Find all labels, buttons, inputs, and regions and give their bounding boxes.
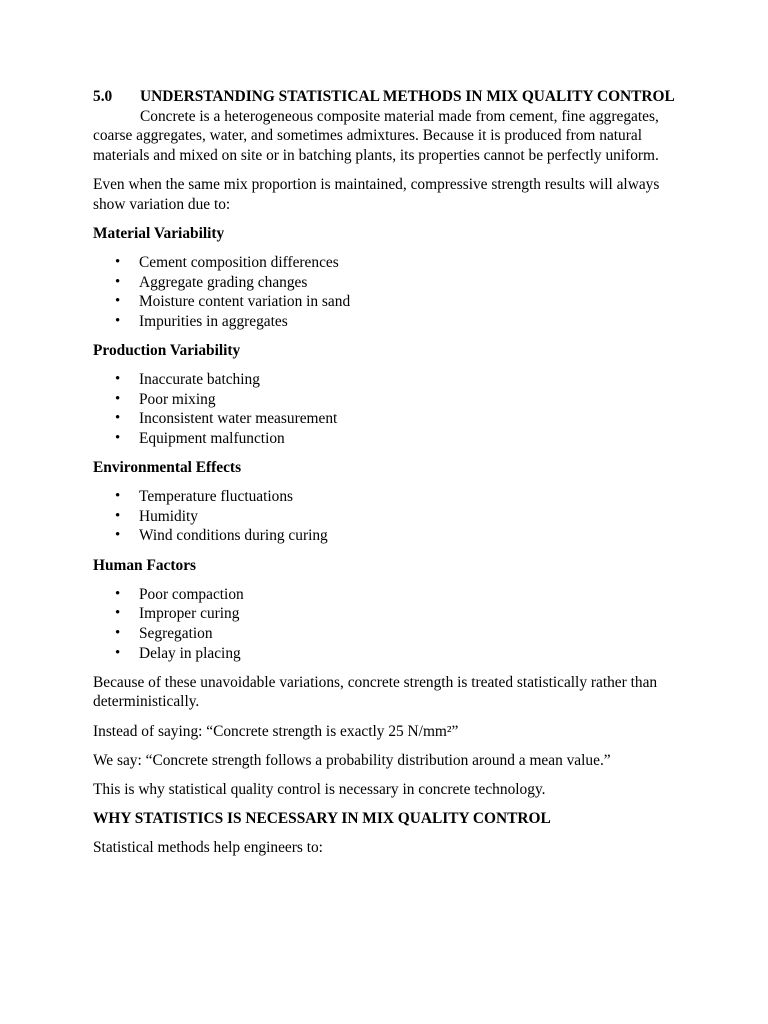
bullet-icon: • — [115, 605, 121, 622]
bullet-icon: • — [115, 390, 121, 407]
bullet-icon: • — [115, 585, 121, 602]
list-item: • Poor mixing — [115, 390, 216, 408]
list-item: • Temperature fluctuations — [115, 488, 294, 506]
document-page — [93, 87, 683, 868]
bullet-icon: • — [115, 273, 121, 290]
group-title-production: Production Variability — [93, 341, 241, 359]
bullet-icon: • — [115, 644, 121, 661]
why-paragraph-1: Statistical methods help engineers to: — [93, 839, 323, 857]
list-item: • Moisture content variation in sand — [115, 293, 351, 311]
bullet-icon: • — [115, 488, 121, 505]
bullet-icon: • — [115, 625, 121, 641]
conclusion-paragraph-4: This is why statistical quality control is necessary in concrete technology. — [93, 780, 546, 798]
list-item: • Inaccurate batching — [115, 371, 260, 389]
section-heading — [93, 87, 683, 107]
list-item: • Wind conditions during curing — [115, 527, 328, 545]
group-title-material: Material Variability — [93, 224, 225, 242]
bullet-icon: • — [115, 410, 121, 427]
intro-paragraph-2: Even when the same mix proportion is maintained, compressive strength results will always show variation due to: — [93, 175, 660, 213]
list-item: • Inconsistent water measurement — [115, 410, 338, 428]
bullet-list-material — [93, 253, 683, 331]
section-number: 5.0 — [93, 88, 113, 105]
bullet-list-production — [93, 370, 683, 448]
bullet-icon: • — [115, 253, 121, 270]
group-title-human: Human Factors — [93, 556, 197, 574]
bullet-list-human — [93, 585, 683, 663]
list-item: • Humidity — [115, 507, 198, 525]
section-title: UNDERSTANDING STATISTICAL METHODS IN MIX QUALITY CONTROL — [140, 88, 675, 105]
conclusion-paragraph-2: Instead of saying: “Concrete strength is exactly 25 N/mm²” — [93, 722, 459, 740]
list-item: • Aggregate grading changes — [115, 273, 308, 291]
conclusion-paragraph-1: Because of these unavoidable variations, concrete strength is treated statistically rather than deterministically. — [93, 673, 658, 711]
intro-paragraph-1: Concrete is a heterogeneous composite material made from cement, fine aggregates, coarse aggregates, water, and sometimes admixtures. Because it is produced from natural materials and mixed on site or in batching plants, its properties cannot be perfectly uniform. — [93, 107, 659, 164]
list-item: • Equipment malfunction — [115, 429, 285, 447]
conclusion-paragraph-3: We say: “Concrete strength follows a probability distribution around a mean value.” — [93, 751, 611, 769]
bullet-list-environmental — [93, 487, 683, 546]
list-item: • Improper curing — [115, 605, 240, 623]
list-item: • Cement composition differences — [115, 253, 339, 271]
bullet-icon: • — [115, 312, 121, 329]
list-item: • Poor compaction — [115, 585, 244, 603]
bullet-icon: • — [115, 371, 121, 388]
bullet-icon: • — [115, 293, 121, 310]
list-item: • Delay in placing — [115, 644, 241, 662]
list-item: • Impurities in aggregates — [115, 312, 288, 330]
group-title-environmental: Environmental Effects — [93, 459, 242, 477]
bullet-icon: • — [115, 527, 121, 544]
bullet-icon: • — [115, 507, 121, 524]
bullet-icon: • — [115, 429, 121, 446]
list-item: • Segregation — [115, 625, 213, 642]
why-heading: WHY STATISTICS IS NECESSARY IN MIX QUALITY CONTROL — [93, 810, 551, 828]
